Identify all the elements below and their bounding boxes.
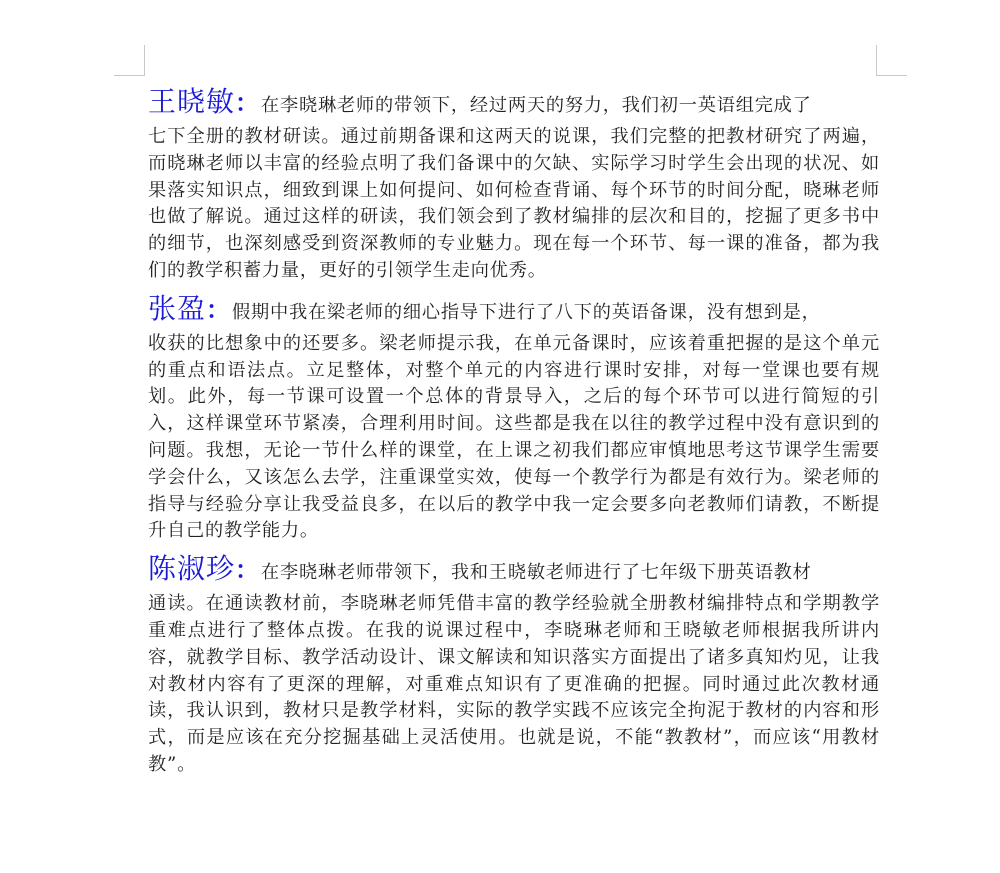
author-name: 陈淑珍 [148, 552, 236, 586]
entry-lead-text: 在李晓琳老师带领下，我和王晓敏老师进行了七年级下册英语教材 [261, 562, 812, 584]
name-colon: ： [235, 556, 260, 585]
page-corner-mark-left [114, 45, 145, 76]
entry-zhang-ying [148, 287, 880, 545]
entry-first-line [148, 287, 880, 331]
name-colon: ： [235, 89, 260, 117]
entry-wang-xiaomin [148, 80, 880, 285]
page-corner-mark-right [876, 45, 907, 76]
entry-body-text: 通读。在通读教材前，李晓琳老师凭借丰富的教学经验就全册教材编排特点和学期教学重难点进行了整体点拨。在我的说课过程中，李晓琳老师和王晓敏老师根据我所讲内容，就教学目标、教学活动设计、课文解读和知识落实方面提出了诸多真知灼见，让我对教材内容有了更深的理解，对重难点知识有了更准确的把握。同时通过此次教材通读，我认识到，教材只是教学材料，实际的教学实践不应该完全拘泥于教材的内容和形式，而是应该在充分挖掘基础上灵活使用。也就是说，不能“教教材”，而应该“用教材教”。 [148, 593, 880, 775]
entry-lead-text: 在李晓琳老师的带领下，经过两天的努力，我们初一英语组完成了 [261, 95, 812, 116]
entry-body-text: 收获的比想象中的还要多。梁老师提示我，在单元备课时，应该着重把握的是这个单元的重点和语法点。立足整体，对整个单元的内容进行课时安排，对每一堂课也要有规划。此外，每一节课可设置一个总体的背景导入，之后的每个环节可以进行简短的引入，这样课堂环节紧凑，合理利用时间。这些都是我在以往的教学过程中没有意识到的问题。我想，无论一节什么样的课堂，在上课之初我们都应审慎地思考这节课学生需要学会什么，又该怎么去学，注重课堂实效，使每一个教学行为都是有效行为。梁老师的指导与经验分享让我受益良多，在以后的教学中我一定会要多向老教师们请教，不断提升自己的教学能力。 [148, 332, 880, 542]
entry-first-line [148, 547, 880, 591]
name-colon: ： [206, 295, 231, 324]
entry-body-text: 七下全册的教材研读。通过前期备课和这两天的说课，我们完整的把教材研究了两遍，而晓琳老师以丰富的经验点明了我们备课中的欠缺、实际学习时学生会出现的状况、如果落实知识点，细致到课上如何提问、如何检查背诵、每个环节的时间分配，晓琳老师也做了解说。通过这样的研读，我们领会到了教材编排的层次和目的，挖掘了更多书中的细节，也深刻感受到资深教师的专业魅力。现在每一个环节、每一课的准备，都为我们的教学积蓄力量，更好的引领学生走向优秀。 [148, 126, 880, 281]
author-name: 张盈 [148, 291, 207, 325]
entry-lead-text: 假期中我在梁老师的细心指导下进行了八下的英语备课，没有想到是， [232, 301, 821, 323]
author-name: 王晓敏 [148, 85, 236, 118]
entry-chen-shuzhen [148, 547, 880, 779]
entry-first-line [148, 80, 880, 124]
document-body [148, 80, 880, 781]
